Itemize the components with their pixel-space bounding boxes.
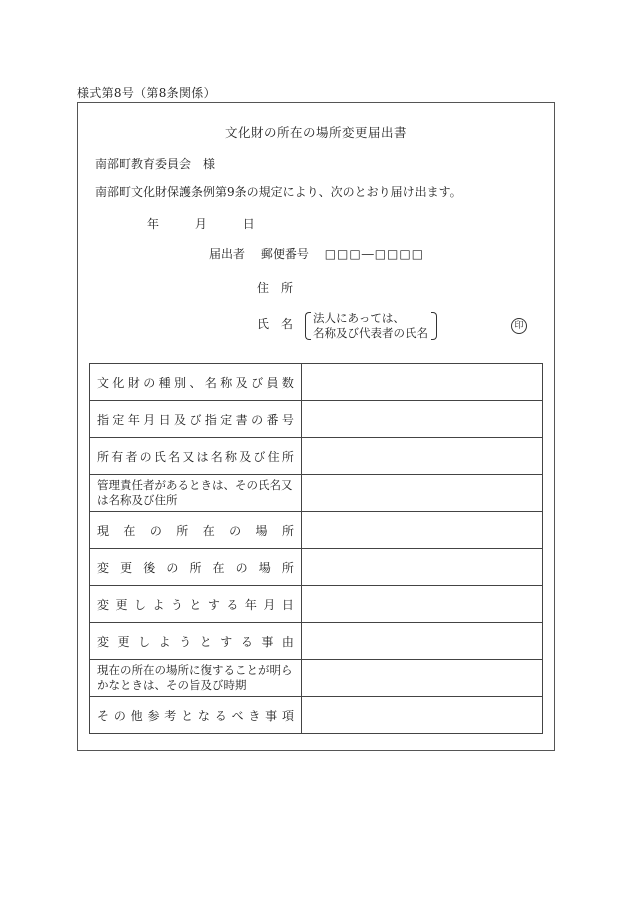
row-value-cell[interactable] <box>302 586 543 623</box>
table-row <box>90 660 543 697</box>
name-label: 氏 名 <box>257 317 294 331</box>
row-value-cell[interactable] <box>302 549 543 586</box>
table-row <box>90 401 543 438</box>
table-row <box>90 364 543 401</box>
date-year: 年 <box>147 217 160 231</box>
form-title: 文化財の所在の場所変更届出書 <box>224 125 407 140</box>
name-note-line2: 名称及び代表者の氏名 <box>313 326 428 340</box>
table-row <box>90 475 543 512</box>
items-table <box>89 363 543 734</box>
seal-mark: 印 <box>511 318 527 334</box>
row-label-cell <box>90 475 302 512</box>
row-label: 変 更 し よ う と す る 事 由 <box>97 634 294 649</box>
row-value-cell[interactable] <box>302 401 543 438</box>
table-row <box>90 438 543 475</box>
row-value-cell[interactable] <box>302 660 543 697</box>
table-row <box>90 697 543 734</box>
name-note <box>305 311 437 341</box>
row-label: 変 更 し よ う と す る 年 月 日 <box>97 597 294 612</box>
row-label-cell <box>90 697 302 734</box>
row-label: 現 在 の 所 在 の 場 所 <box>97 523 294 538</box>
table-row <box>90 623 543 660</box>
row-value-cell[interactable] <box>302 512 543 549</box>
row-label-cell <box>90 549 302 586</box>
row-label-cell <box>90 401 302 438</box>
date-line <box>147 215 255 232</box>
form-number: 様式第8号（第8条関係） <box>77 86 216 100</box>
row-label: 所 有 者 の 氏 名 又 は 名 称 及 び 住 所 <box>97 449 294 464</box>
postal-label: 郵便番号 <box>260 247 309 261</box>
row-label-cell <box>90 660 302 697</box>
table-row <box>90 586 543 623</box>
row-label-cell <box>90 438 302 475</box>
date-day: 日 <box>242 217 255 231</box>
row-value-cell[interactable] <box>302 697 543 734</box>
date-month: 月 <box>194 217 207 231</box>
row-value-cell[interactable] <box>302 623 543 660</box>
row-value-cell[interactable] <box>302 475 543 512</box>
address-label: 住 所 <box>257 281 294 295</box>
filer-label: 届出者 <box>209 247 246 261</box>
row-label: そ の 他 参 考 と な る べ き 事 項 <box>97 708 294 723</box>
row-label-cell <box>90 623 302 660</box>
row-label-cell <box>90 512 302 549</box>
table-row <box>90 512 543 549</box>
row-value-cell[interactable] <box>302 438 543 475</box>
postal-code-boxes[interactable]: □□□―□□□□ <box>324 247 425 261</box>
row-label: 変 更 後 の 所 在 の 場 所 <box>97 560 294 575</box>
form-frame <box>77 102 555 751</box>
row-label: 現在の所在の場所に復することが明らかなときは、その旨及び時期 <box>97 663 293 692</box>
row-label: 指 定 年 月 日 及 び 指 定 書 の 番 号 <box>97 412 294 427</box>
addressee: 南部町教育委員会 様 <box>95 157 216 171</box>
row-label-cell <box>90 364 302 401</box>
filer-row <box>209 245 424 262</box>
name-note-line1: 法人にあっては、 <box>313 311 405 325</box>
table-row <box>90 549 543 586</box>
row-label: 管理責任者があるときは、その氏名又は名称及び住所 <box>97 478 293 507</box>
row-value-cell[interactable] <box>302 364 543 401</box>
row-label-cell <box>90 586 302 623</box>
row-label: 文 化 財 の 種 別 、 名 称 及 び 員 数 <box>97 375 294 390</box>
intro-text: 南部町文化財保護条例第9条の規定により、次のとおり届け出ます。 <box>95 185 462 199</box>
